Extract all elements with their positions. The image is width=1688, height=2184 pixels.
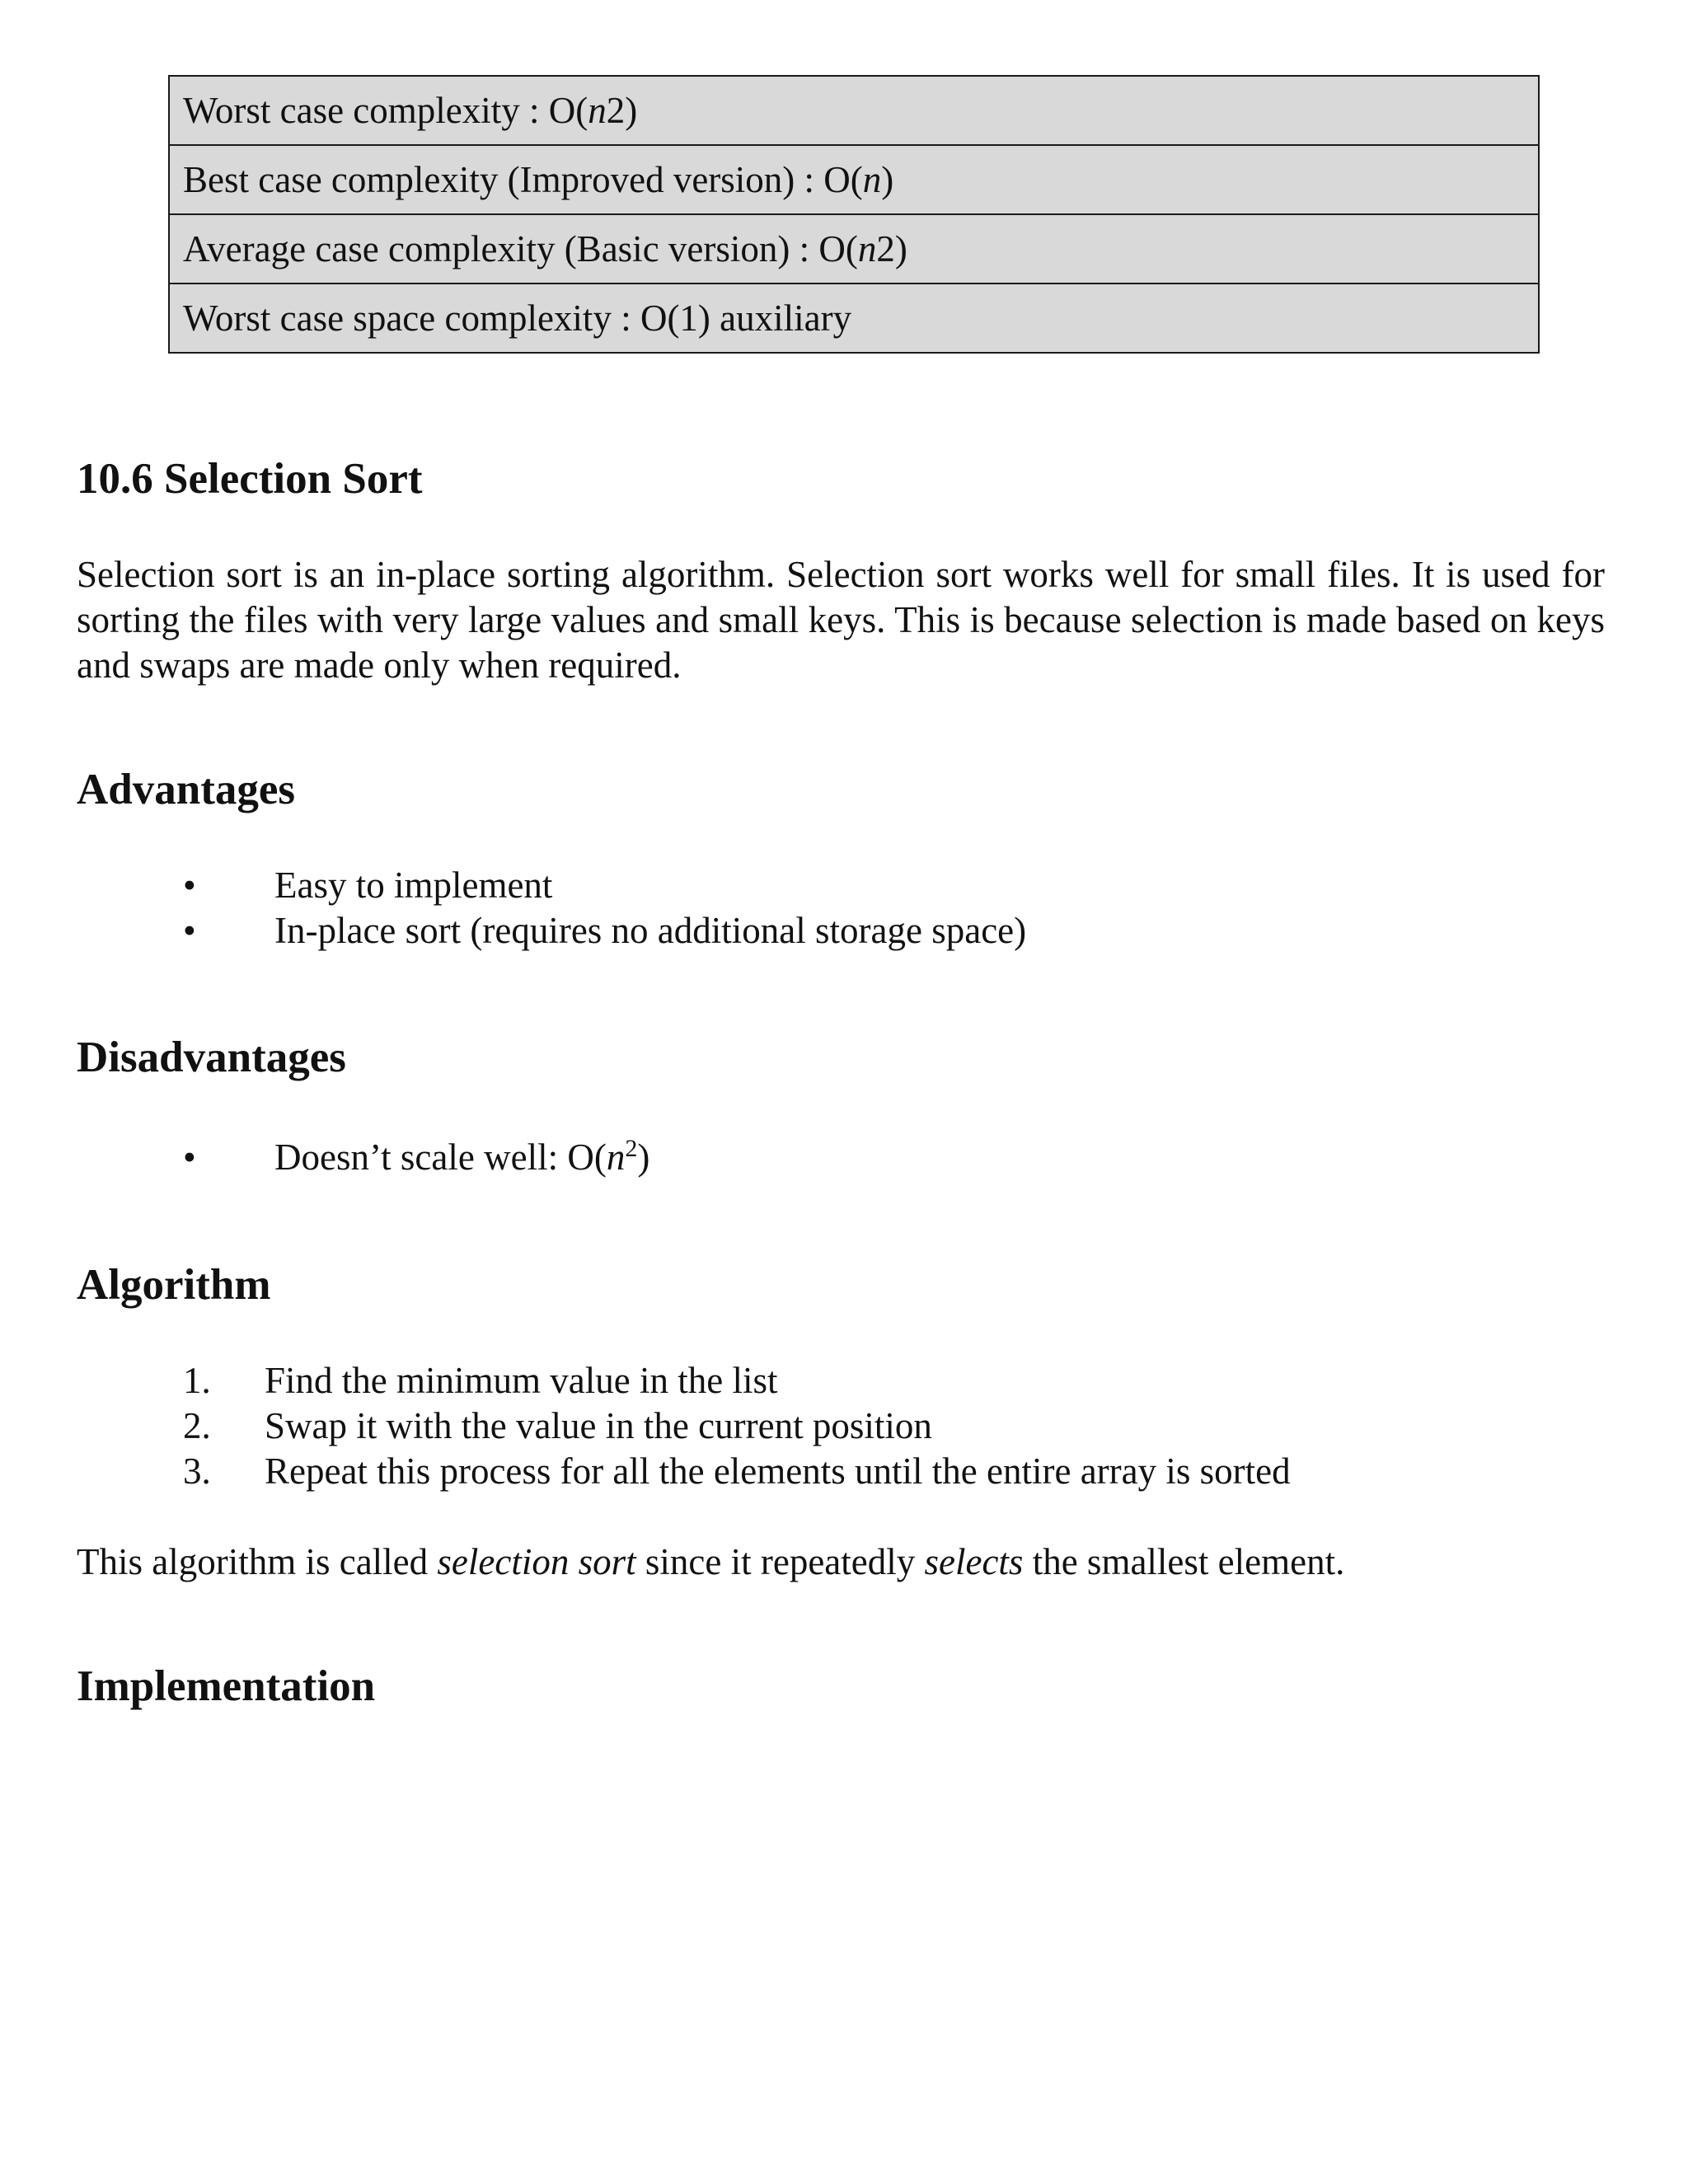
cell-text: Best case complexity (Improved version) : O( bbox=[183, 159, 863, 200]
list-item bbox=[0, 1135, 649, 1180]
summary-emphasis: selects bbox=[924, 1541, 1024, 1582]
summary-text: This algorithm is called bbox=[77, 1541, 438, 1582]
bullet-mark: • bbox=[183, 865, 196, 906]
table-cell bbox=[169, 145, 1539, 214]
list-item bbox=[0, 908, 1026, 954]
intro-paragraph: Selection sort is an in-place sorting algorithm. Selection sort works well for small files. It is used for sorting the files with very large values and small keys. This is because selection is made based on keys and swaps are made only when required. bbox=[77, 554, 1605, 686]
summary-text: since it repeatedly bbox=[635, 1541, 925, 1582]
step-text: Swap it with the value in the current position bbox=[265, 1405, 932, 1446]
list-item bbox=[0, 1449, 1291, 1494]
summary-emphasis: selection sort bbox=[437, 1541, 636, 1582]
cell-variable: n bbox=[857, 228, 877, 269]
formula-variable: n bbox=[606, 1137, 626, 1178]
list-item-text: Easy to implement bbox=[274, 865, 553, 906]
bullet-mark: • bbox=[183, 1137, 196, 1178]
cell-text: Average case complexity (Basic version) : O( bbox=[183, 228, 858, 269]
cell-text: 2) bbox=[876, 228, 907, 269]
table-row bbox=[169, 214, 1539, 284]
list-item-text: ) bbox=[637, 1137, 650, 1178]
disadvantages-heading: Disadvantages bbox=[77, 1033, 346, 1081]
advantages-heading: Advantages bbox=[77, 766, 296, 813]
step-text: Repeat this process for all the elements until the entire array is sorted bbox=[265, 1451, 1291, 1492]
disadvantages-list bbox=[0, 1135, 649, 1180]
implementation-heading: Implementation bbox=[77, 1662, 376, 1710]
step-number: 1. bbox=[183, 1360, 211, 1401]
step-number: 2. bbox=[183, 1405, 211, 1446]
step-text: Find the minimum value in the list bbox=[265, 1360, 778, 1401]
list-item-text: Doesn’t scale well: O( bbox=[274, 1137, 607, 1178]
table-row bbox=[169, 145, 1539, 214]
step-number: 3. bbox=[183, 1451, 211, 1492]
table-row bbox=[169, 76, 1539, 145]
advantages-list bbox=[0, 863, 1026, 954]
bullet-mark: • bbox=[183, 910, 196, 951]
cell-text: Worst case space complexity : O(1) auxiliary bbox=[183, 298, 852, 339]
summary-text: the smallest element. bbox=[1023, 1541, 1345, 1582]
list-item bbox=[0, 1358, 1291, 1404]
algorithm-steps bbox=[0, 1358, 1291, 1494]
list-item bbox=[0, 1404, 1291, 1449]
table-cell bbox=[169, 76, 1539, 145]
algorithm-heading: Algorithm bbox=[77, 1261, 271, 1309]
table-cell bbox=[169, 214, 1539, 284]
list-item bbox=[0, 863, 1026, 908]
table-row bbox=[169, 284, 1539, 353]
cell-text: ) bbox=[881, 159, 894, 200]
algorithm-summary bbox=[77, 1540, 1605, 1585]
complexity-table bbox=[168, 75, 1540, 354]
cell-text: Worst case complexity : O( bbox=[183, 90, 588, 131]
table-cell bbox=[169, 284, 1539, 353]
cell-variable: n bbox=[862, 159, 882, 200]
cell-text: 2) bbox=[606, 90, 638, 131]
cell-variable: n bbox=[588, 90, 607, 131]
list-item-text: In-place sort (requires no additional storage space) bbox=[274, 910, 1027, 951]
section-title: 10.6 Selection Sort bbox=[77, 455, 423, 503]
formula-exponent: 2 bbox=[625, 1135, 638, 1162]
